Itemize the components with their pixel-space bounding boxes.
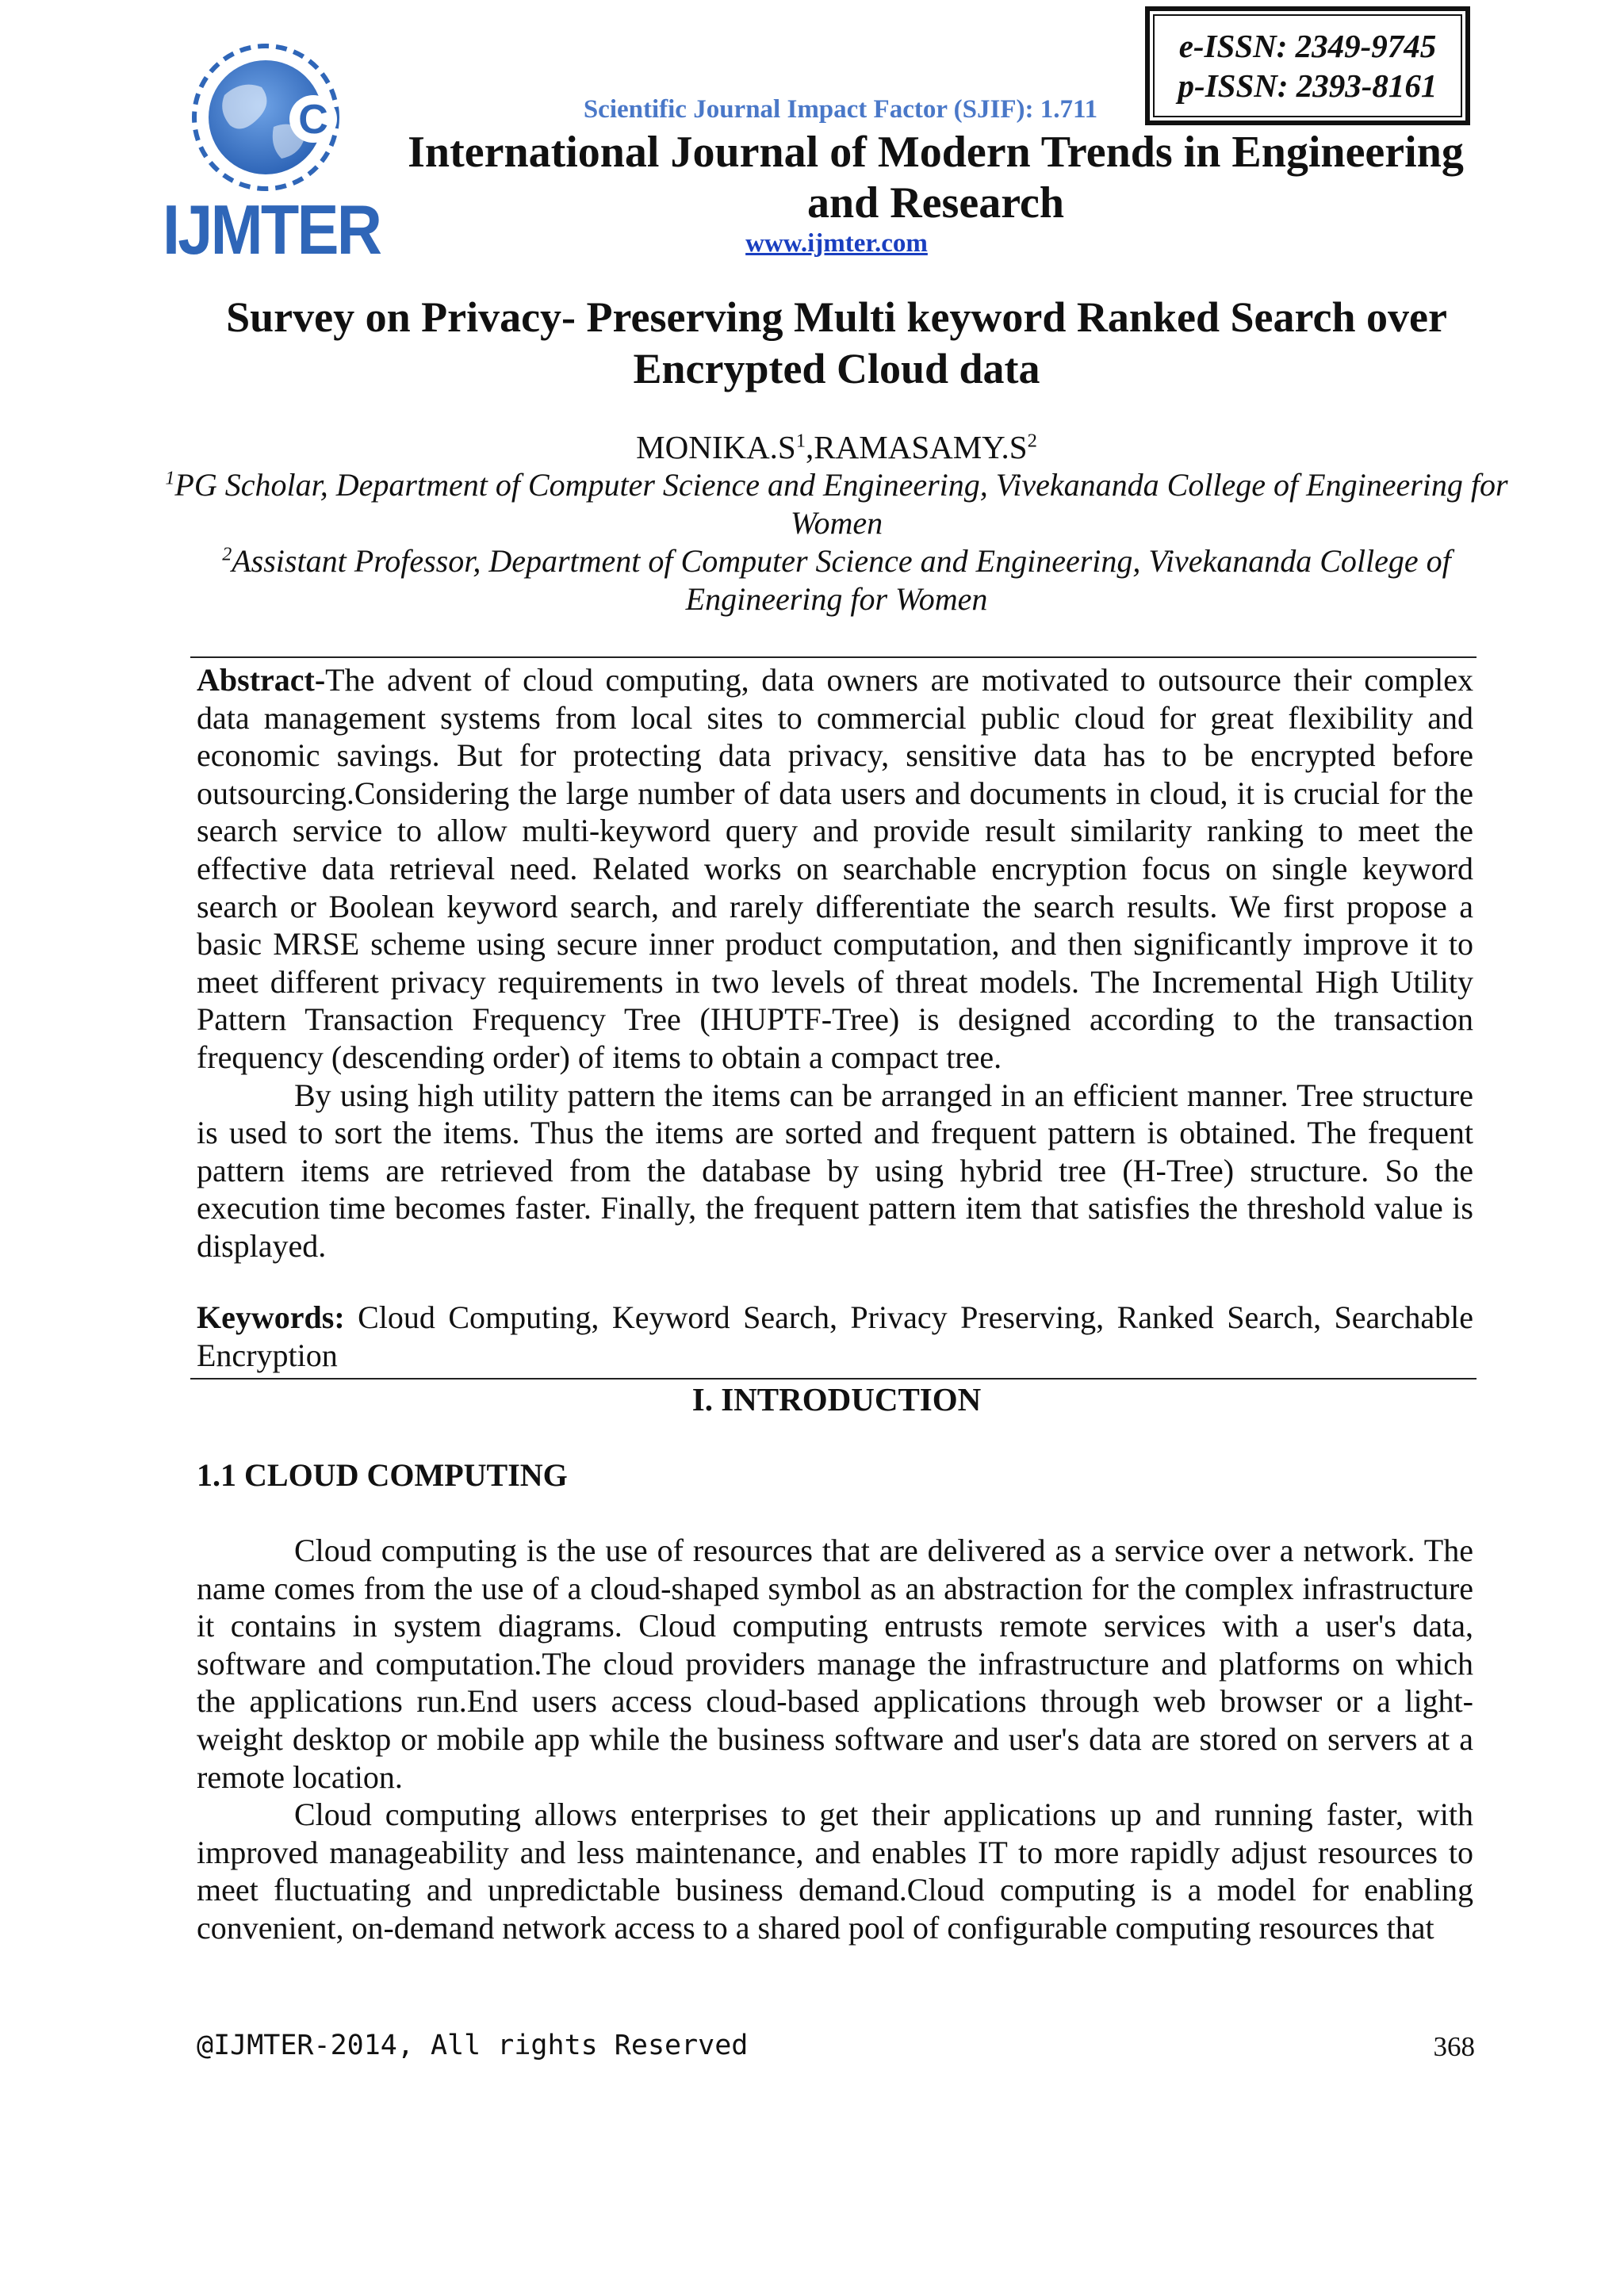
intro-body: [197, 1532, 1473, 1947]
footer-copyright: @IJMTER-2014, All rights Reserved: [197, 2030, 749, 2061]
intro-paragraph-1: Cloud computing is the use of resources that are delivered as a service over a network. The name comes from the use of a cloud-shaped symbol as an abstraction for the complex infrastructure it contains in system diagrams. Cloud computing entrusts remote services with a user's data, software and computation.The cloud providers manage the infrastructure and platforms on which the applications run.End users access cloud-based applications through web browser or a light-weight desktop or mobile app while the business software and user's data are stored on servers at a remote location.: [197, 1533, 1473, 1795]
author-2-mark: 2: [1027, 430, 1037, 452]
abstract: [197, 661, 1473, 1265]
logo-wordmark: IJMTER: [163, 190, 381, 269]
section-heading: I. INTRODUCTION: [691, 1381, 982, 1418]
page-number: 368: [1433, 2031, 1475, 2062]
affiliation-2-text: Assistant Professor, Department of Computer Science and Engineering, Vivekananda College of Engineering for Women: [232, 543, 1451, 617]
abstract-paragraph-1: The advent of cloud computing, data owners are motivated to outsource their complex data management systems from local sites to commercial public cloud for great flexibility and economic savings. But for protecting data privacy, sensitive data has to be encrypted before outsourcing.Considering the large number of data users and documents in cloud, it is crucial for the search service to allow multi-keyword query and provide result similarity ranking to meet the effective data retrieval need. Related works on searchable encryption focus on single keyword search or Boolean keyword search, and rarely differentiate the search results. We first propose a basic MRSE scheme using secure inner product computation, and then significantly improve it to meet different privacy requirements in two levels of threat models. The Incremental High Utility Pattern Transaction Frequency Tree (IHUPTF-Tree) is designed according to the transaction frequency (descending order) of items to obtain a compact tree.: [197, 662, 1473, 1075]
impact-factor: Scientific Journal Impact Factor (SJIF): 1.711: [583, 95, 1098, 124]
journal-title: International Journal of Modern Trends in Engineering and Research: [408, 128, 1464, 228]
author-2: RAMASAMY.S: [814, 429, 1028, 465]
abstract-label: Abstract-: [197, 662, 326, 698]
subsection-heading: 1.1 CLOUD COMPUTING: [197, 1457, 568, 1493]
e-issn: e-ISSN: 2349-9745: [1178, 28, 1437, 64]
author-1: MONIKA.S: [636, 429, 796, 465]
author-separator: ,: [806, 429, 814, 465]
affiliation-1: [159, 466, 1515, 542]
keywords: [197, 1299, 1473, 1374]
journal-url-link[interactable]: www.ijmter.com: [745, 229, 928, 258]
keywords-label: Keywords:: [197, 1299, 345, 1335]
globe-icon: [163, 32, 373, 198]
author-line: [159, 427, 1515, 468]
keywords-text: Cloud Computing, Keyword Search, Privacy Preserving, Ranked Search, Searchable Encryption: [197, 1299, 1473, 1373]
intro-paragraph-2: Cloud computing allows enterprises to get their applications up and running faster, with improved manageability and less maintenance, and enables IT to more rapidly adjust resources to meet fluctuating and unpredictable business demand.Cloud computing is a model for enabling convenient, on-demand network access to a shared pool of configurable computing resources that: [197, 1797, 1473, 1946]
abstract-paragraph-2: By using high utility pattern the items can be arranged in an efficient manner. Tree structure is used to sort the items. Thus the items are sorted and frequent pattern is obtained. The frequent pattern items are retrieved from the database by using hybrid tree (H-Tree) structure. So the execution time becomes faster. Finally, the frequent pattern item that satisfies the threshold value is displayed.: [197, 1077, 1473, 1264]
author-1-mark: 1: [795, 430, 806, 452]
issn-box: [1145, 6, 1470, 125]
p-issn: p-ISSN: 2393-8161: [1178, 67, 1438, 104]
affiliation-2: [159, 542, 1515, 618]
journal-logo: [163, 32, 381, 269]
affiliation-2-mark: 2: [222, 544, 232, 565]
affiliation-1-text: PG Scholar, Department of Computer Science and Engineering, Vivekananda College of Engineering for Women: [174, 467, 1508, 541]
paper-title: Survey on Privacy- Preserving Multi keyword Ranked Search over Encrypted Cloud data: [226, 293, 1447, 392]
svg-text:C: C: [298, 97, 328, 143]
affiliation-1-mark: 1: [165, 468, 175, 489]
divider-top: [190, 656, 1477, 658]
